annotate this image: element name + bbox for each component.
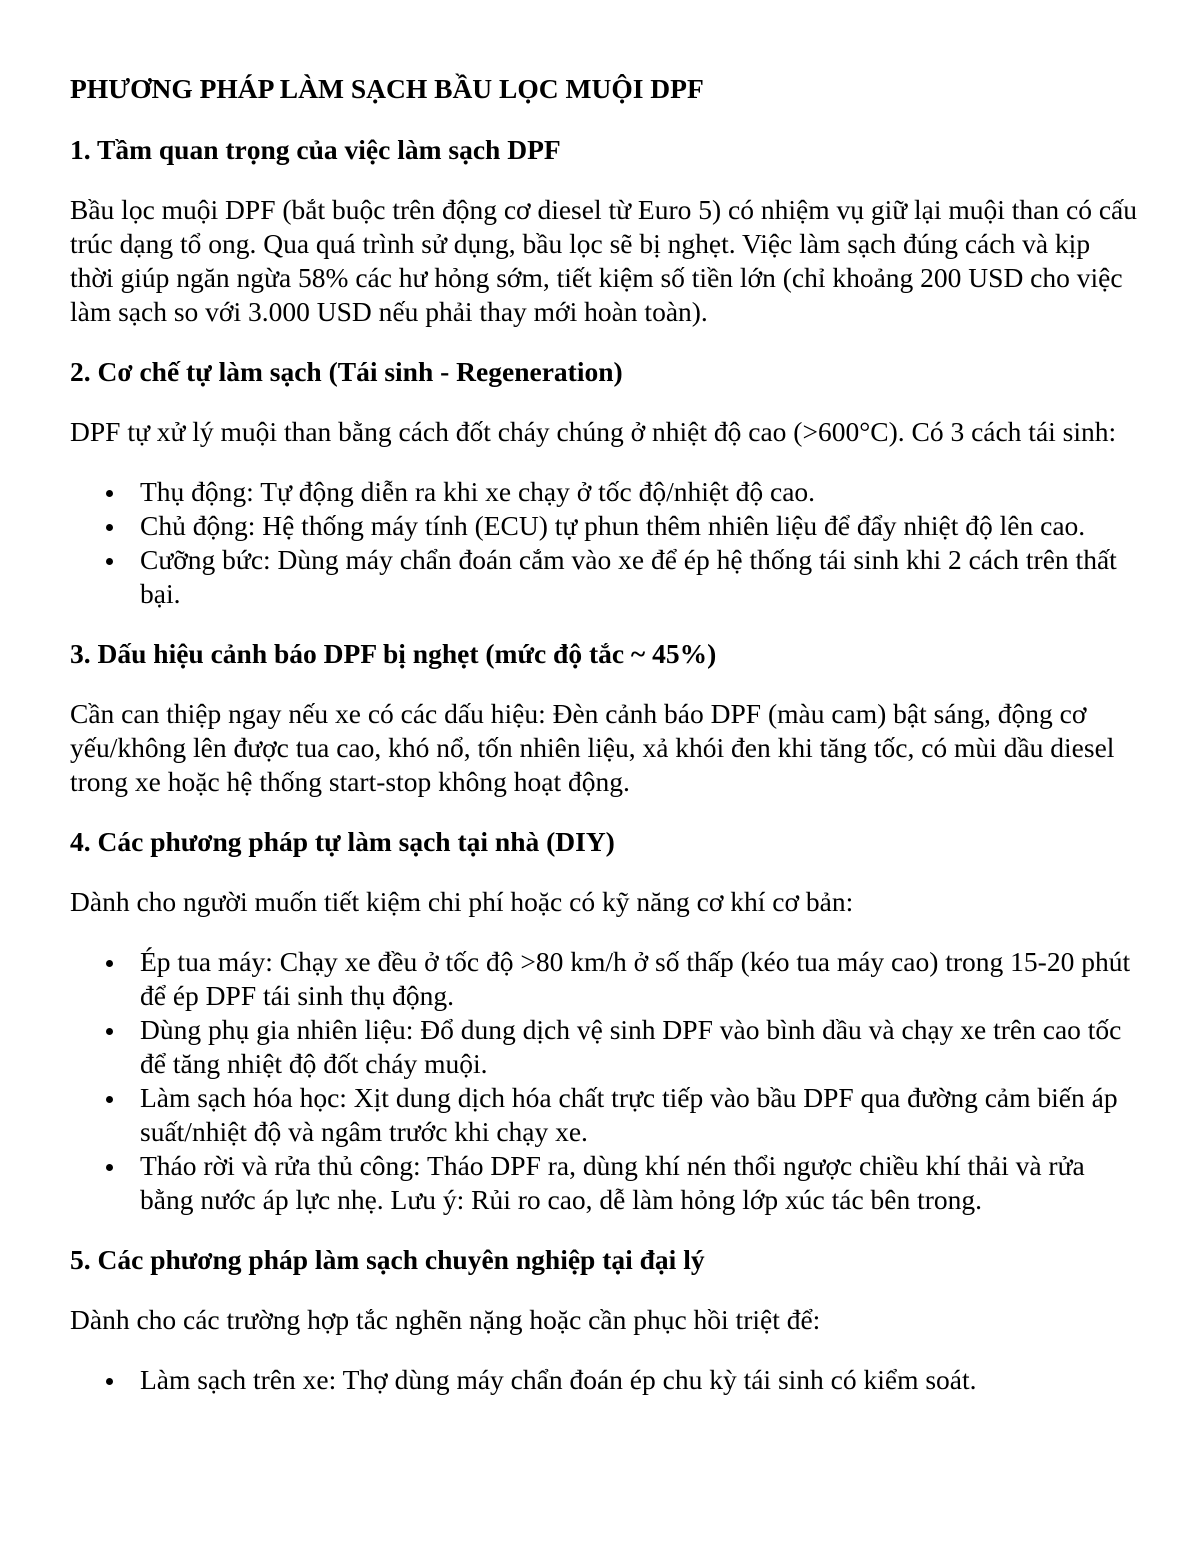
list-item [70, 1013, 1140, 1081]
bullet-list [70, 475, 1140, 611]
list-item-text: Thụ động: Tự động diễn ra khi xe chạy ở tốc độ/nhiệt độ cao. [140, 476, 816, 507]
list-item [70, 543, 1140, 611]
section-paragraph: Dành cho các trường hợp tắc nghẽn nặng hoặc cần phục hồi triệt để: [70, 1304, 821, 1335]
section-warning-signs [70, 637, 1140, 799]
list-item-text: Ép tua máy: Chạy xe đều ở tốc độ >80 km/h ở số thấp (kéo tua máy cao) trong 15-20 phút để ép DPF tái sinh thụ động. [140, 946, 1131, 1011]
bullet-icon [106, 960, 113, 967]
bullet-icon [106, 1378, 113, 1385]
list-item-text: Chủ động: Hệ thống máy tính (ECU) tự phun thêm nhiên liệu để đẩy nhiệt độ lên cao. [140, 510, 1086, 541]
bullet-icon [106, 524, 113, 531]
list-item-text: Làm sạch hóa học: Xịt dung dịch hóa chất trực tiếp vào bầu DPF qua đường cảm biến áp suất/nhiệt độ và ngâm trước khi chạy xe. [140, 1082, 1118, 1147]
section-heading: 1. Tầm quan trọng của việc làm sạch DPF [70, 134, 561, 165]
list-item-text: Tháo rời và rửa thủ công: Tháo DPF ra, dùng khí nén thổi ngược chiều khí thải và rửa bằng nước áp lực nhẹ. Lưu ý: Rủi ro cao, dễ làm hỏng lớp xúc tác bên trong. [140, 1150, 1085, 1215]
section-paragraph: Dành cho người muốn tiết kiệm chi phí hoặc có kỹ năng cơ khí cơ bản: [70, 886, 854, 917]
list-item [70, 945, 1140, 1013]
bullet-icon [106, 490, 113, 497]
section-importance [70, 133, 1140, 329]
section-professional-methods [70, 1243, 1140, 1397]
bullet-list [70, 1363, 1140, 1397]
bullet-icon [106, 1164, 113, 1171]
section-heading: 2. Cơ chế tự làm sạch (Tái sinh - Regeneration) [70, 356, 623, 387]
section-paragraph: Cần can thiệp ngay nếu xe có các dấu hiệu: Đèn cảnh báo DPF (màu cam) bật sáng, động cơ yếu/không lên được tua cao, khó nổ, tốn nhiên liệu, xả khói đen khi tăng tốc, có mùi dầu diesel trong xe hoặc hệ thống start-stop không hoạt động. [70, 698, 1115, 797]
section-paragraph: DPF tự xử lý muội than bằng cách đốt cháy chúng ở nhiệt độ cao (>600°C). Có 3 cách tái sinh: [70, 416, 1117, 447]
bullet-list [70, 945, 1140, 1217]
list-item [70, 1363, 1140, 1397]
section-paragraph: Bầu lọc muội DPF (bắt buộc trên động cơ diesel từ Euro 5) có nhiệm vụ giữ lại muội than có cấu trúc dạng tổ ong. Qua quá trình sử dụng, bầu lọc sẽ bị nghẹt. Việc làm sạch đúng cách và kịp thời giúp ngăn ngừa 58% các hư hỏng sớm, tiết kiệm số tiền lớn (chỉ khoảng 200 USD cho việc làm sạch so với 3.000 USD nếu phải thay mới hoàn toàn). [70, 194, 1137, 327]
section-heading: 3. Dấu hiệu cảnh báo DPF bị nghẹt (mức độ tắc ~ 45%) [70, 638, 717, 669]
list-item [70, 1149, 1140, 1217]
list-item-text: Dùng phụ gia nhiên liệu: Đổ dung dịch vệ sinh DPF vào bình dầu và chạy xe trên cao tốc để tăng nhiệt độ đốt cháy muội. [140, 1014, 1122, 1079]
list-item [70, 475, 1140, 509]
list-item-text: Làm sạch trên xe: Thợ dùng máy chẩn đoán ép chu kỳ tái sinh có kiểm soát. [140, 1364, 977, 1395]
section-regeneration [70, 355, 1140, 611]
document-title: PHƯƠNG PHÁP LÀM SẠCH BẦU LỌC MUỘI DPF [70, 73, 704, 104]
section-heading: 4. Các phương pháp tự làm sạch tại nhà (DIY) [70, 826, 615, 857]
section-heading: 5. Các phương pháp làm sạch chuyên nghiệp tại đại lý [70, 1244, 705, 1275]
list-item-text: Cưỡng bức: Dùng máy chẩn đoán cắm vào xe để ép hệ thống tái sinh khi 2 cách trên thất bại. [140, 544, 1117, 609]
bullet-icon [106, 558, 113, 565]
list-item [70, 509, 1140, 543]
bullet-icon [106, 1028, 113, 1035]
list-item [70, 1081, 1140, 1149]
section-diy-methods [70, 825, 1140, 1217]
bullet-icon [106, 1096, 113, 1103]
document-page [70, 72, 1140, 1423]
